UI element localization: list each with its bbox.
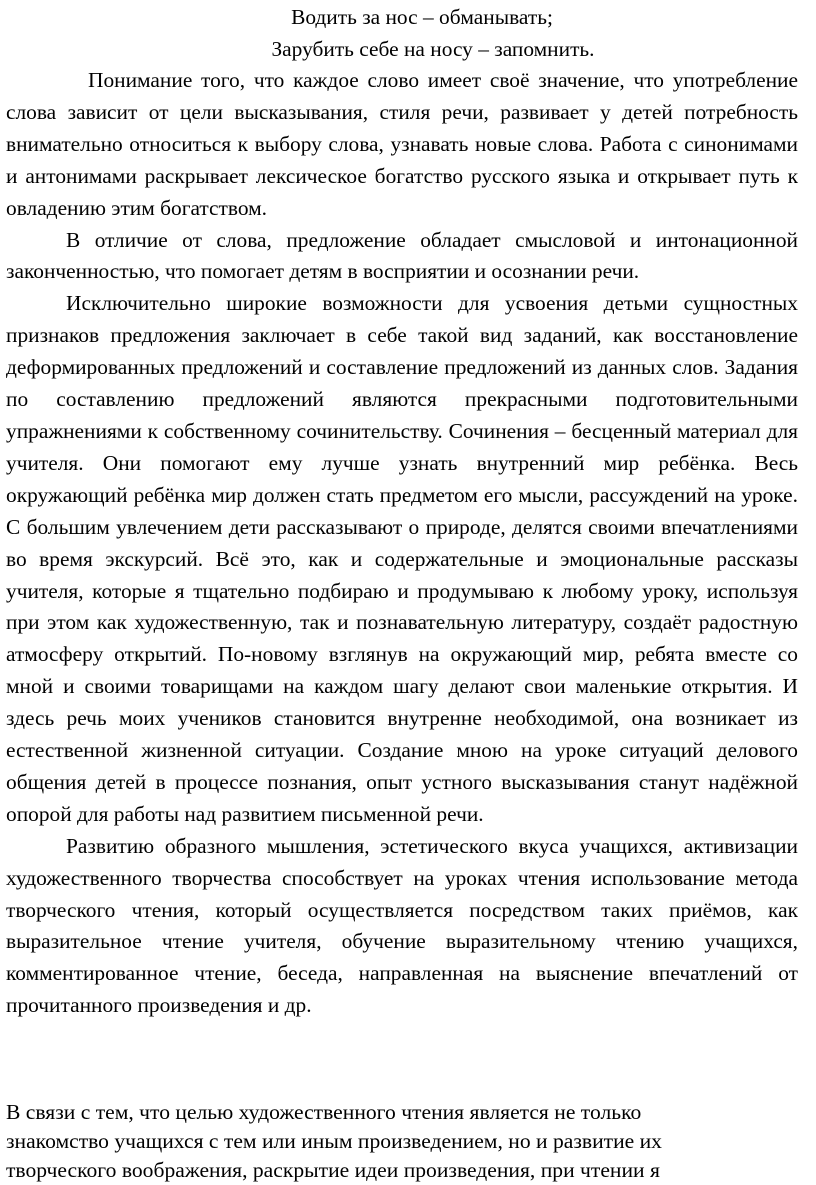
last-paragraph: [0, 1098, 816, 1185]
paragraph-3: Исключительно широкие возможности для усвоения детьми сущностных признаков предложения заключает в себе такой вид заданий, как восстановление деформированных предложений и составление предложений из данных слов. Задания по составлению предложений являются прекрасными подготовительными упражнениями к собственному сочинительству. Сочинения – бесценный материал для учителя. Они помогают ему лучше узнать внутренний мир ребёнка. Весь окружающий ребёнка мир должен стать предметом его мысли, рассуждений на уроке. С большим увлечением дети рассказывают о природе, делятся своими впечатлениями во время экскурсий. Всё это, как и содержательные и эмоциональные рассказы учителя, которые я тщательно подбираю и продумываю к любому уроку, используя при этом как художественную, так и познавательную литературу, создаёт радостную атмосферу открытий. По-новому взглянув на окружающий мир, ребята вместе со мной и своими товарищами на каждом шагу делают свои маленькие открытия. И здесь речь моих учеников становится внутренне необходимой, она возникает из естественной жизненной ситуации. Создание мною на уроке ситуаций делового общения детей в процессе познания, опыт устного высказывания станут надёжной опорой для работы над развитием письменной речи.: [6, 291, 798, 826]
idiom-line-1: Водить за нос – обманывать;: [291, 5, 553, 29]
last-paragraph-line-2: знакомство учащихся с тем или иным произведением, но и развитие их: [6, 1129, 662, 1153]
last-paragraph-line-3: творческого воображения, раскрытие идеи произведения, при чтении я: [6, 1158, 660, 1182]
paragraph-2: В отличие от слова, предложение обладает смысловой и интонационной законченностью, что помогает детям в восприятии и осознании речи.: [6, 227, 798, 284]
paragraph-4: Развитию образного мышления, эстетического вкуса учащихся, активизации художественного творчества способствует на уроках чтения использование метода творческого чтения, который осуществляется посредством таких приёмов, как выразительное чтение учителя, обучение выразительному чтению учащихся, комментированное чтение, беседа, направленная на выяснение впечатлений от прочитанного произведения и др.: [6, 833, 798, 1018]
body-text: [0, 65, 816, 1022]
idiom-line-2: Зарубить себе на носу – запомнить.: [271, 37, 595, 61]
last-paragraph-line-1: В связи с тем, что целью художественного чтения является не только: [6, 1100, 642, 1124]
heading-block: [0, 1, 816, 65]
paragraph-1: Понимание того, что каждое слово имеет своё значение, что употребление слова зависит от цели высказывания, стиля речи, развивает у детей потребность внимательно относиться к выбору слова, узнавать новые слова. Работа с синонимами и антонимами раскрывает лексическое богатство русского языка и открывает путь к овладению этим богатством.: [6, 68, 798, 220]
